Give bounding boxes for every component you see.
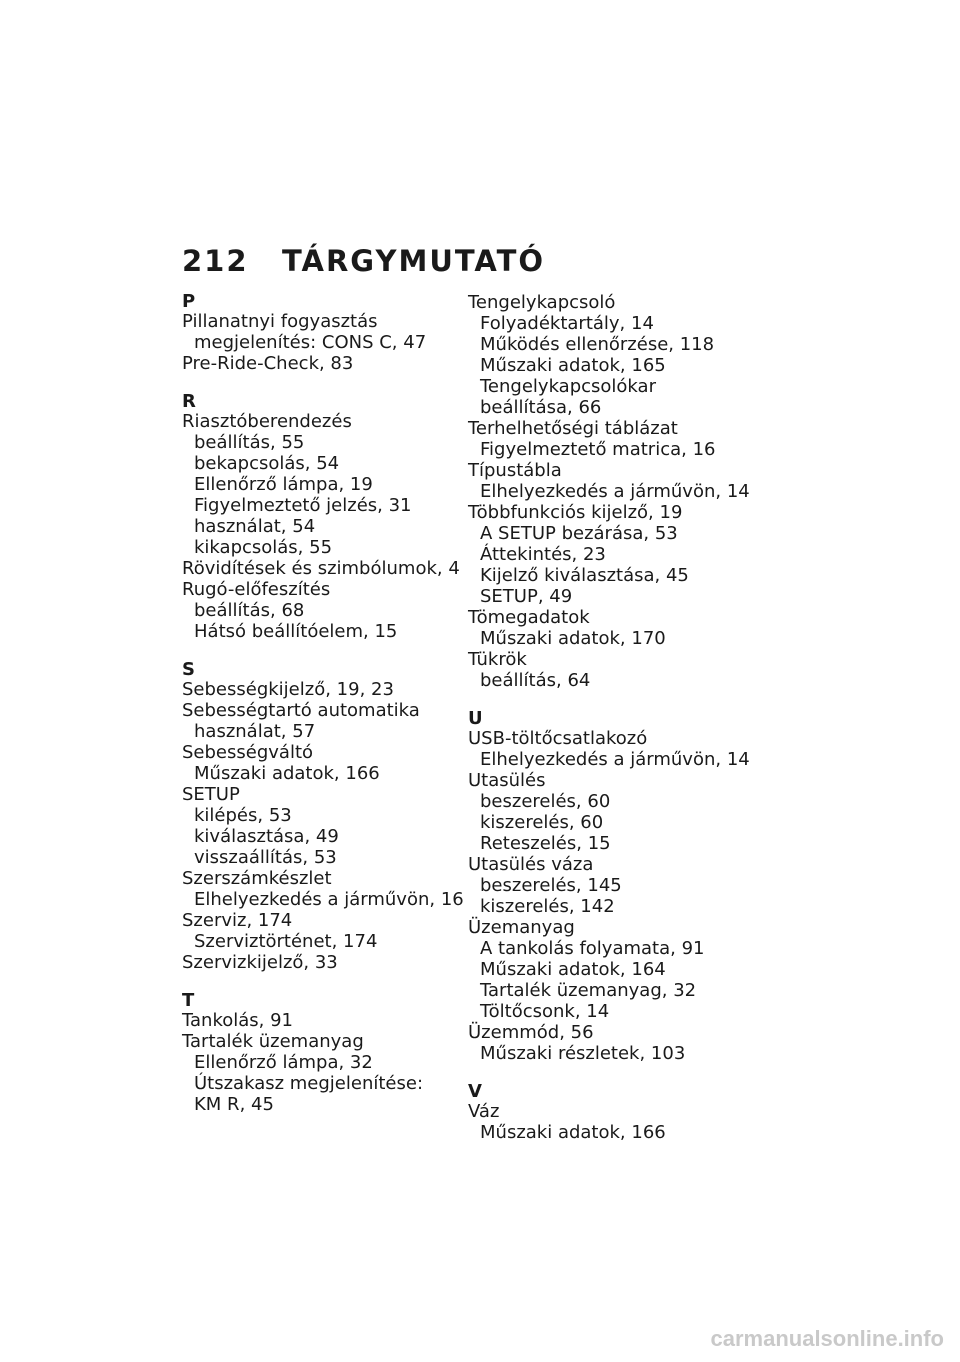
index-subentry: SETUP, 49 [480,586,573,607]
index-column-right [468,292,758,1143]
index-subentry: Ellenőrző lámpa, 19 [194,474,373,495]
index-subentry: KM R, 45 [194,1094,274,1115]
index-subentry: bekapcsolás, 54 [194,453,340,474]
index-subentry: beállítás, 55 [194,432,305,453]
watermark: carmanualsonline.info [710,1326,944,1351]
index-subentry: Útszakasz megjelenítése: [194,1073,424,1094]
index-subentry: Elhelyezkedés a járművön, 14 [480,749,750,770]
index-subentry: kikapcsolás, 55 [194,537,333,558]
index-subentry: Elhelyezkedés a járművön, 16 [194,889,464,910]
index-entry: SETUP [182,784,240,805]
page-header [182,244,545,278]
index-subentry: Hátsó beállítóelem, 15 [194,621,398,642]
index-letter-heading: R [182,391,196,412]
index-subentry: Folyadéktartály, 14 [480,313,654,334]
index-subentry: Tengelykapcsolókar [480,376,656,397]
index-subentry: Tartalék üzemanyag, 32 [480,980,697,1001]
index-letter-heading: S [182,659,195,680]
index-subentry: Műszaki adatok, 165 [480,355,666,376]
index-subentry: Műszaki adatok, 166 [480,1122,666,1143]
index-subentry: Műszaki adatok, 170 [480,628,666,649]
index-subentry: megjelenítés: CONS C, 47 [194,332,427,353]
index-entry: Többfunkciós kijelző, 19 [468,502,683,523]
index-entry: Szerszámkészlet [182,868,332,889]
index-letter-heading: V [468,1081,482,1102]
index-column-left [182,292,472,1115]
index-entry: Szervizkijelző, 33 [182,952,338,973]
index-subentry: Szerviztörténet, 174 [194,931,378,952]
index-entry: USB-töltőcsatlakozó [468,728,648,749]
index-subentry: kiszerelés, 60 [480,812,604,833]
index-subentry: Figyelmeztető jelzés, 31 [194,495,412,516]
index-subentry: Reteszelés, 15 [480,833,611,854]
index-subentry: kilépés, 53 [194,805,292,826]
index-entry: Sebességtartó automatika [182,700,420,721]
index-subentry: beállítás, 68 [194,600,305,621]
index-entry: Riasztóberendezés [182,411,352,432]
index-entry: Tükrök [468,649,527,670]
index-entry: Tömegadatok [468,607,590,628]
index-entry: Üzemmód, 56 [468,1022,594,1043]
index-subentry: Kijelző kiválasztása, 45 [480,565,689,586]
index-subentry: Áttekintés, 23 [480,544,606,565]
index-subentry: Működés ellenőrzése, 118 [480,334,715,355]
index-entry: Pillanatnyi fogyasztás [182,311,378,332]
index-entry: Utasülés [468,770,546,791]
index-entry: Tartalék üzemanyag [182,1031,364,1052]
index-entry: Sebességváltó [182,742,314,763]
index-subentry: Műszaki adatok, 166 [194,763,380,784]
index-entry: Utasülés váza [468,854,594,875]
index-entry: Terhelhetőségi táblázat [468,418,678,439]
index-subentry: Műszaki adatok, 164 [480,959,666,980]
index-subentry: használat, 57 [194,721,316,742]
index-entry: Váz [468,1101,500,1122]
index-letter-heading: U [468,708,483,729]
index-subentry: beállítása, 66 [480,397,602,418]
index-subentry: használat, 54 [194,516,316,537]
index-subentry: Műszaki részletek, 103 [480,1043,686,1064]
index-subentry: beszerelés, 145 [480,875,622,896]
index-subentry: beállítás, 64 [480,670,591,691]
index-entry: Szerviz, 174 [182,910,293,931]
index-letter-heading: T [182,990,195,1011]
index-entry: Üzemanyag [468,917,575,938]
page-number: 212 [182,244,249,278]
index-subentry: kiválasztása, 49 [194,826,339,847]
index-subentry: Ellenőrző lámpa, 32 [194,1052,373,1073]
index-subentry: Töltőcsonk, 14 [480,1001,610,1022]
index-entry: Rugó-előfeszítés [182,579,331,600]
page-title: TÁRGYMUTATÓ [282,244,546,278]
index-subentry: beszerelés, 60 [480,791,611,812]
index-entry: Tankolás, 91 [182,1010,294,1031]
index-entry: Tengelykapcsoló [468,292,616,313]
index-subentry: visszaállítás, 53 [194,847,337,868]
index-entry: Sebességkijelző, 19, 23 [182,679,394,700]
index-subentry: A SETUP bezárása, 53 [480,523,678,544]
index-subentry: Elhelyezkedés a járművön, 14 [480,481,750,502]
index-entry: Pre-Ride-Check, 83 [182,353,354,374]
index-subentry: kiszerelés, 142 [480,896,615,917]
index-subentry: Figyelmeztető matrica, 16 [480,439,716,460]
index-entry: Típustábla [468,460,562,481]
index-letter-heading: P [182,291,196,312]
index-subentry: A tankolás folyamata, 91 [480,938,705,959]
index-entry: Rövidítések és szimbólumok, 4 [182,558,460,579]
